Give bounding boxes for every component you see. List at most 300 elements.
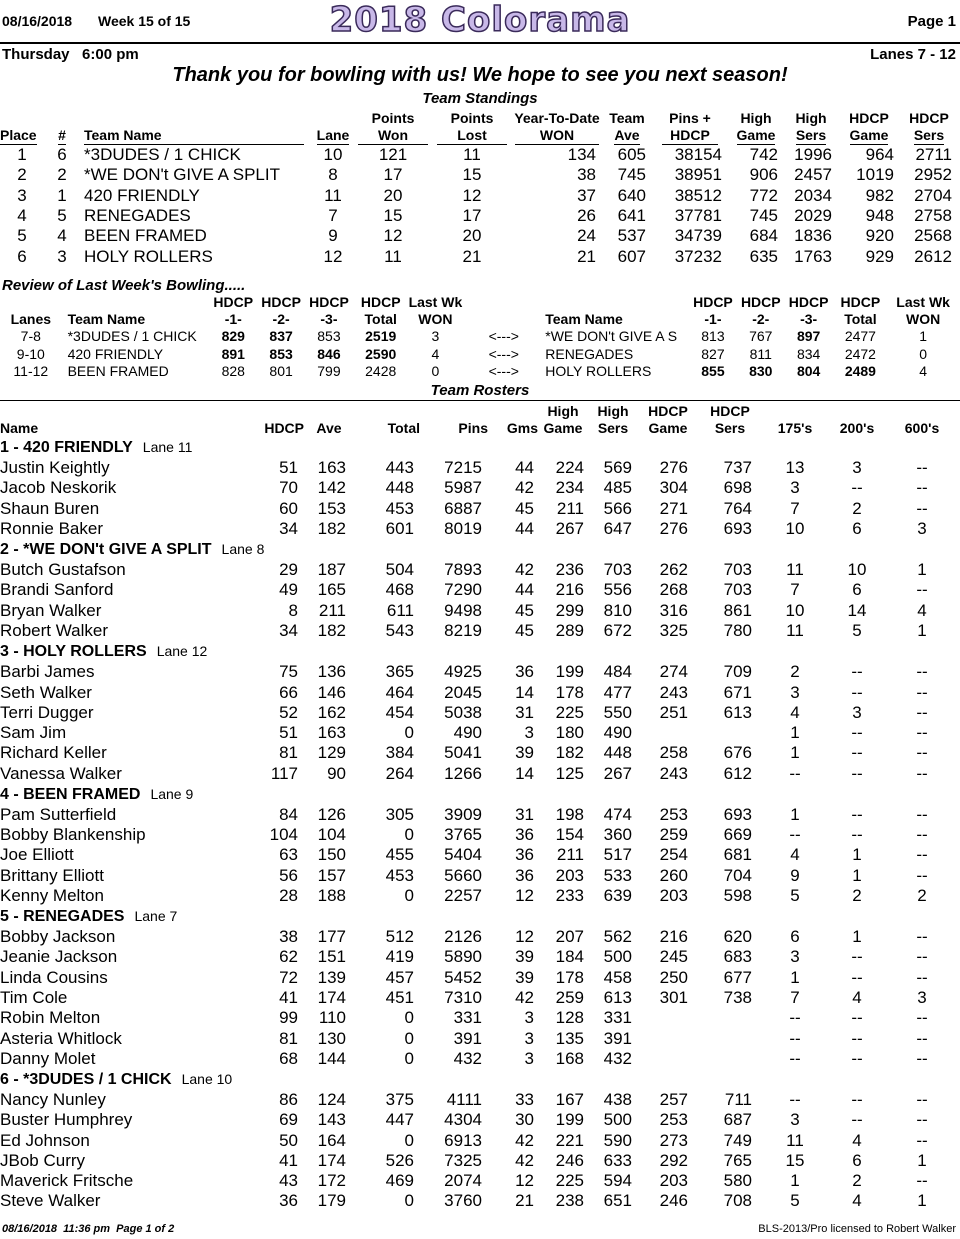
player-ave: 150 — [317, 845, 346, 865]
player-gms: 45 — [515, 498, 534, 518]
player-hdcp: 36 — [279, 1191, 298, 1211]
player-hdg — [638, 723, 698, 743]
ros-col-gms: Gms — [506, 420, 538, 436]
player-hdcp: 68 — [279, 1048, 298, 1068]
standings-cell-num: 6 — [57, 145, 67, 165]
standings-cell-won: 121 — [378, 145, 408, 165]
player-total: 443 — [385, 458, 414, 478]
review-arrow: <---> — [488, 345, 519, 362]
standings-cell-hg: 906 — [749, 165, 778, 185]
player-name: Kenny Melton — [0, 885, 104, 905]
player-hg: 135 — [555, 1028, 584, 1048]
team-heading-cell — [0, 641, 958, 662]
player-c200: -- — [851, 1090, 863, 1110]
player-gms: 36 — [515, 825, 534, 845]
rev-col-b1-top: HDCP — [693, 294, 733, 310]
player-ave: 179 — [317, 1191, 346, 1211]
player-pins: 5452 — [444, 967, 482, 987]
standings-cell-ave: 605 — [617, 145, 646, 165]
player-row — [0, 662, 958, 682]
review-score-b2: 811 — [749, 345, 772, 362]
review-arrow: <---> — [488, 363, 519, 380]
team-heading-cell — [0, 906, 958, 927]
player-total: 375 — [385, 1090, 414, 1110]
player-hdcp: 41 — [279, 987, 298, 1007]
player-row — [0, 1110, 958, 1130]
standings-cell-hs: 2029 — [794, 206, 832, 226]
player-ave: 153 — [317, 498, 346, 518]
review-team-b: RENEGADES — [545, 345, 634, 362]
player-pins: 7215 — [444, 458, 482, 478]
player-hg: 167 — [555, 1090, 584, 1110]
player-c600: -- — [916, 1110, 928, 1130]
player-name: Robert Walker — [0, 620, 109, 640]
team-heading — [0, 641, 958, 662]
standings-cell-team: 420 FRIENDLY — [84, 185, 200, 205]
standings-row — [0, 186, 958, 206]
player-row — [0, 988, 958, 1008]
player-total: 601 — [385, 518, 414, 538]
player-hdg — [638, 1008, 698, 1028]
player-hg: 236 — [555, 560, 584, 580]
player-hds: 703 — [723, 560, 752, 580]
player-c600: -- — [916, 947, 928, 967]
player-ave: 163 — [317, 723, 346, 743]
player-hg: 182 — [555, 743, 584, 763]
player-gms: 36 — [515, 662, 534, 682]
player-pins: 3760 — [444, 1191, 482, 1211]
player-c175: 3 — [790, 478, 800, 498]
col-won: Won — [358, 127, 428, 145]
player-total: 455 — [385, 845, 414, 865]
player-c600: 2 — [917, 885, 927, 905]
player-c600: -- — [916, 458, 928, 478]
player-c600: -- — [916, 845, 928, 865]
player-gms: 36 — [515, 845, 534, 865]
player-hdg: 292 — [659, 1150, 688, 1170]
player-c200: -- — [851, 967, 863, 987]
player-c200: 1 — [852, 845, 862, 865]
review-won-a: 0 — [431, 363, 440, 380]
player-hdcp: 34 — [279, 518, 298, 538]
player-hg: 225 — [555, 1171, 584, 1191]
standings-cell-hs: 1996 — [794, 145, 832, 165]
standings-cell-won: 15 — [383, 206, 403, 226]
review-lanes: 9-10 — [16, 345, 45, 362]
standings-cell-ave: 537 — [617, 226, 646, 246]
player-row — [0, 478, 958, 498]
player-total: 0 — [404, 885, 414, 905]
review-team-a: *3DUDES / 1 CHICK — [67, 328, 197, 345]
player-hs: 810 — [603, 600, 632, 620]
review-lanes: 7-8 — [20, 328, 41, 345]
ros-col-hs: Sers — [597, 420, 629, 436]
standings-cell-team: BEEN FRAMED — [84, 226, 207, 246]
player-c600: -- — [916, 1171, 928, 1191]
player-name: Linda Cousins — [0, 967, 108, 987]
player-row — [0, 1130, 958, 1150]
ros-col-600: 600's — [904, 420, 940, 436]
standings-cell-hg: 684 — [749, 226, 778, 246]
standings-cell-ave: 641 — [617, 206, 646, 226]
player-c175: 9 — [790, 865, 800, 885]
player-row — [0, 743, 958, 763]
player-hdcp: 117 — [270, 763, 298, 783]
col-teamave: Ave — [614, 127, 640, 143]
report-date: 08/16/2018 — [2, 13, 73, 29]
player-total: 453 — [385, 865, 414, 885]
player-hs: 703 — [603, 560, 632, 580]
player-c600: -- — [916, 1048, 928, 1068]
player-hdcp: 69 — [279, 1110, 298, 1130]
player-hg: 299 — [555, 600, 584, 620]
standings-cell-lane: 10 — [323, 145, 343, 165]
player-hdcp: 104 — [269, 825, 298, 845]
player-hdcp: 63 — [279, 845, 298, 865]
rosters-rule — [0, 400, 960, 401]
player-hdcp: 51 — [279, 458, 298, 478]
review-score-b1: 827 — [701, 345, 725, 362]
player-c600: -- — [916, 743, 928, 763]
player-name: Robin Melton — [0, 1008, 101, 1028]
review-team-a: 420 FRIENDLY — [67, 345, 164, 362]
player-c600: -- — [916, 1028, 928, 1048]
player-hdg — [638, 1028, 698, 1048]
player-hdg — [638, 1049, 698, 1069]
player-hds: 709 — [723, 662, 752, 682]
rev-col-aw-top: Last Wk — [408, 294, 463, 310]
standings-cell-ave: 640 — [617, 185, 646, 205]
ros-col-hdcp: HDCP — [264, 420, 304, 436]
player-hds: 749 — [723, 1130, 752, 1150]
standings-cell-place: 4 — [17, 206, 27, 226]
player-gms: 14 — [515, 763, 534, 783]
player-hg: 203 — [555, 865, 584, 885]
player-hg: 234 — [555, 478, 584, 498]
rev-col-a1: -1- — [224, 311, 242, 327]
standings-cell-hdg: 982 — [865, 185, 894, 205]
player-ave: 146 — [317, 682, 346, 702]
player-ave: 143 — [317, 1110, 346, 1130]
standings-cell-ave: 607 — [617, 246, 646, 266]
team-lane: Lane 8 — [221, 541, 265, 558]
player-c200: 4 — [852, 987, 862, 1007]
player-c200: -- — [851, 804, 863, 824]
player-name: Bobby Blankenship — [0, 825, 146, 845]
player-c175: 7 — [790, 498, 800, 518]
player-row — [0, 560, 958, 580]
week-label: Week 15 of 15 — [98, 13, 191, 29]
standings-cell-ytd: 24 — [577, 226, 596, 246]
col-pins: HDCP — [662, 127, 718, 145]
player-total: 454 — [385, 702, 414, 722]
player-total: 543 — [385, 620, 414, 640]
review-lanes: 11-12 — [13, 363, 49, 380]
player-hdcp: 62 — [279, 947, 298, 967]
player-hs: 267 — [603, 763, 632, 783]
player-c175: 5 — [790, 1191, 800, 1211]
player-pins: 3909 — [444, 804, 482, 824]
player-ave: 124 — [317, 1090, 346, 1110]
review-won-a: 3 — [431, 328, 440, 345]
player-c200: 10 — [847, 560, 867, 580]
player-hg: 125 — [555, 763, 584, 783]
player-hg: 238 — [555, 1191, 584, 1211]
player-row — [0, 499, 958, 519]
standings-cell-hs: 2457 — [794, 165, 832, 185]
rev-col-b3: -3- — [800, 311, 818, 327]
player-hdcp: 86 — [279, 1090, 298, 1110]
player-hds: 861 — [723, 600, 752, 620]
player-hds: 698 — [723, 478, 752, 498]
review-score-bt: 2489 — [844, 363, 876, 380]
standings-cell-lane: 7 — [328, 206, 338, 226]
player-row — [0, 825, 958, 845]
player-pins: 2126 — [444, 927, 482, 947]
player-pins: 6913 — [444, 1130, 482, 1150]
player-hs: 474 — [603, 804, 632, 824]
player-hdcp: 29 — [279, 560, 298, 580]
col-lane: Lane — [316, 127, 350, 143]
rev-col-b1: -1- — [704, 311, 722, 327]
player-hs: 594 — [603, 1171, 632, 1191]
player-ave: 110 — [318, 1008, 346, 1028]
player-pins: 5038 — [444, 702, 482, 722]
ros-col-hds-top: HDCP — [710, 403, 750, 419]
player-hdg: 260 — [659, 865, 688, 885]
player-hs: 448 — [603, 743, 632, 763]
player-c600: 3 — [917, 987, 927, 1007]
player-hds: 703 — [723, 580, 752, 600]
player-gms: 42 — [515, 987, 534, 1007]
review-score-bt: 2477 — [844, 328, 876, 345]
standings-row — [0, 226, 958, 246]
standings-cell-lost: 17 — [462, 206, 482, 226]
standings-cell-num: 5 — [57, 206, 67, 226]
rosters-header — [0, 403, 958, 437]
player-ave: 177 — [317, 927, 346, 947]
player-name: Ronnie Baker — [0, 518, 104, 538]
review-score-at: 2590 — [365, 345, 397, 362]
standings-cell-num: 3 — [57, 246, 67, 266]
standings-row — [0, 165, 958, 185]
player-ave: 151 — [317, 947, 346, 967]
player-gms: 45 — [515, 620, 534, 640]
player-hdcp: 84 — [279, 804, 298, 824]
review-won-a: 4 — [431, 345, 440, 362]
player-pins: 7893 — [444, 560, 482, 580]
col-hg-top: High — [740, 110, 772, 126]
player-hs: 550 — [603, 702, 632, 722]
standings-cell-num: 1 — [57, 185, 67, 205]
player-c600: -- — [916, 865, 928, 885]
player-hs: 590 — [603, 1130, 632, 1150]
player-pins: 9498 — [444, 600, 482, 620]
player-pins: 7325 — [444, 1150, 482, 1170]
player-gms: 3 — [524, 1028, 534, 1048]
player-name: Maverick Fritsche — [0, 1171, 134, 1191]
player-row — [0, 763, 958, 783]
ros-col-total: Total — [387, 420, 420, 436]
player-c175: 7 — [790, 580, 800, 600]
player-row — [0, 458, 958, 478]
player-pins: 7290 — [444, 580, 482, 600]
standings-cell-team: RENEGADES — [84, 206, 191, 226]
review-rows — [0, 328, 958, 381]
player-hg: 128 — [555, 1008, 584, 1028]
player-ave: 142 — [317, 478, 346, 498]
standings-cell-won: 20 — [383, 185, 403, 205]
player-c175: 6 — [790, 927, 800, 947]
player-ave: 164 — [317, 1130, 346, 1150]
standings-cell-ytd: 38 — [577, 165, 596, 185]
player-total: 365 — [385, 662, 414, 682]
player-hs: 639 — [603, 885, 632, 905]
player-gms: 3 — [524, 1048, 534, 1068]
team-lane: Lane 7 — [134, 908, 178, 925]
col-hs: Sers — [795, 127, 827, 143]
standings-cell-ave: 745 — [617, 165, 646, 185]
standings-cell-hg: 772 — [749, 185, 778, 205]
player-hg: 184 — [555, 947, 584, 967]
player-pins: 5660 — [444, 865, 482, 885]
player-c200: -- — [851, 478, 863, 498]
player-hds: 764 — [723, 498, 752, 518]
player-hdcp: 52 — [279, 702, 298, 722]
player-name: Tim Cole — [0, 987, 68, 1007]
player-c200: 4 — [852, 1130, 862, 1150]
rev-col-b2-top: HDCP — [740, 294, 781, 310]
player-hdcp: 38 — [279, 927, 298, 947]
player-row — [0, 621, 958, 641]
standings-cell-place: 1 — [17, 145, 27, 165]
player-hds: 681 — [723, 845, 752, 865]
player-total: 0 — [404, 1048, 414, 1068]
player-gms: 33 — [515, 1090, 534, 1110]
player-total: 504 — [385, 560, 414, 580]
standings-cell-pins: 34739 — [674, 226, 722, 246]
review-table — [0, 294, 958, 381]
standings-cell-pins: 38512 — [674, 185, 722, 205]
player-c200: 3 — [852, 458, 862, 478]
player-hg: 221 — [555, 1130, 584, 1150]
rev-col-b3-top: HDCP — [788, 294, 829, 310]
rev-col-a3-top: HDCP — [309, 294, 349, 310]
player-hdg: 262 — [659, 560, 688, 580]
review-team-b: HOLY ROLLERS — [545, 363, 652, 380]
player-c200: 2 — [852, 885, 862, 905]
player-row — [0, 968, 958, 988]
player-hds: 620 — [723, 927, 752, 947]
player-hs: 438 — [603, 1090, 632, 1110]
player-c175: -- — [789, 1048, 801, 1068]
player-pins: 2257 — [444, 885, 482, 905]
player-hds: 693 — [723, 518, 752, 538]
ros-col-hdg-top: HDCP — [648, 403, 688, 419]
review-score-b2: 830 — [749, 363, 773, 380]
col-hds: Sers — [913, 127, 945, 143]
standings-cell-lane: 8 — [328, 165, 338, 185]
standings-cell-hg: 742 — [749, 145, 778, 165]
standings-cell-hds: 2612 — [914, 246, 952, 266]
player-name: Richard Keller — [0, 743, 107, 763]
rosters-table — [0, 403, 958, 1212]
player-hg: 199 — [555, 1110, 584, 1130]
player-c175: -- — [789, 763, 801, 783]
standings-cell-won: 12 — [383, 226, 403, 246]
standings-cell-hdg: 964 — [865, 145, 894, 165]
rev-col-bt: Total — [844, 311, 877, 327]
player-hs: 651 — [603, 1191, 632, 1211]
player-name: Sam Jim — [0, 723, 67, 743]
player-hs: 569 — [603, 458, 632, 478]
player-hdcp: 81 — [279, 743, 298, 763]
standings-cell-team: *3DUDES / 1 CHICK — [84, 145, 241, 165]
standings-cell-lost: 11 — [463, 145, 481, 165]
standings-cell-lost: 12 — [462, 185, 482, 205]
player-hds — [698, 1028, 762, 1048]
standings-cell-ytd: 26 — [577, 206, 596, 226]
standings-row — [0, 206, 958, 226]
player-hds: 704 — [723, 865, 752, 885]
player-name: Shaun Buren — [0, 498, 100, 518]
player-c200: 1 — [852, 927, 862, 947]
col-hs-top: High — [795, 110, 827, 126]
player-hs: 672 — [603, 620, 632, 640]
col-team: Team Name — [84, 127, 304, 145]
rev-col-team-b: Team Name — [545, 311, 623, 327]
player-total: 453 — [385, 498, 414, 518]
player-c175: 3 — [790, 682, 800, 702]
player-hg: 225 — [555, 702, 584, 722]
player-hs: 432 — [603, 1048, 632, 1068]
player-name: Nancy Nunley — [0, 1090, 106, 1110]
player-hds: 780 — [723, 620, 752, 640]
player-c200: -- — [851, 947, 863, 967]
player-total: 0 — [404, 723, 414, 743]
standings-cell-pins: 38951 — [674, 165, 722, 185]
player-c200: -- — [851, 1028, 863, 1048]
player-total: 264 — [385, 763, 414, 783]
player-hdcp: 56 — [279, 865, 298, 885]
player-hg: 267 — [555, 518, 584, 538]
player-hg: 224 — [555, 458, 584, 478]
player-c200: 2 — [852, 498, 862, 518]
player-row — [0, 1191, 958, 1211]
player-pins: 3765 — [444, 825, 482, 845]
team-name: 2 - *WE DON't GIVE A SPLIT — [0, 541, 212, 559]
player-c175: 7 — [790, 987, 800, 1007]
player-ave: 126 — [317, 804, 346, 824]
player-row — [0, 805, 958, 825]
team-heading-cell — [0, 539, 958, 560]
rev-col-team-a: Team Name — [67, 311, 146, 327]
rev-col-aw: WON — [418, 311, 453, 327]
player-total: 305 — [385, 804, 414, 824]
player-c175: 3 — [790, 1110, 800, 1130]
col-hdg-top: HDCP — [849, 110, 889, 126]
standings-cell-hg: 635 — [749, 246, 778, 266]
player-hdg: 203 — [659, 885, 688, 905]
player-c175: 11 — [786, 1130, 804, 1150]
player-gms: 30 — [515, 1110, 534, 1130]
player-name: Brandi Sanford — [0, 580, 114, 600]
player-hg: 233 — [555, 885, 584, 905]
footer-left: 08/16/2018 11:36 pm Page 1 of 2 — [2, 1223, 175, 1235]
review-team-b: *WE DON't GIVE A S — [545, 328, 678, 345]
review-score-a1: 828 — [221, 363, 245, 380]
player-c600: -- — [916, 1008, 928, 1028]
